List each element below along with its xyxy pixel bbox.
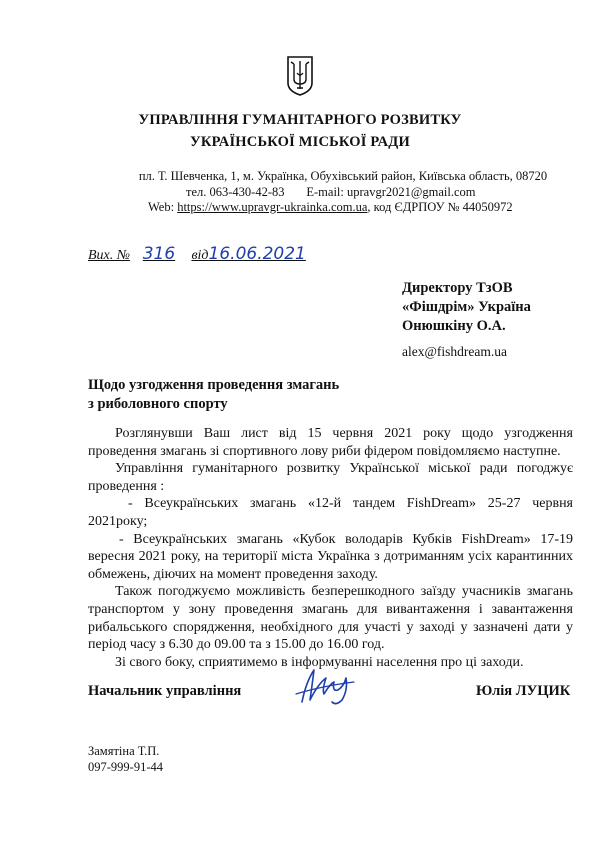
paragraph-2: Управління гуманітарного розвитку Української міської ради погоджує проведення : (88, 461, 573, 494)
email-link[interactable]: upravgr2021@gmail.com (347, 185, 476, 199)
paragraph-3: Також погоджуємо можливість безперешкодного заїзду учасників змагань транспортом у зону проведення змагань для вивантаження і завантаження рибальського спорядження, необхідного для участі у заході у зазначені дати у період часу з 6.30 до 09.00 та з 15.00 до 16.00 год. (88, 584, 573, 653)
letter-body (88, 425, 573, 671)
subject-line-1: Щодо узгодження проведення змагань (88, 377, 340, 393)
outgoing-label: Вих. № (88, 248, 130, 263)
list-item-2: - Всеукраїнських змагань «Кубок володарів Кубків FishDream» 17-19 вересня 2021 року, на території міста Українка з дотриманням усіх карантинних обмежень, діючих на момент проведення заходу. (88, 531, 573, 582)
outgoing-date-value: 16.06.2021 (208, 244, 306, 264)
signatory-name: Юлія ЛУЦИК (476, 683, 571, 699)
phone: тел. 063-430-42-83 (186, 185, 285, 199)
subject-line-2: з риболовного спорту (88, 396, 228, 412)
executor-name: Замятіна Т.П. (88, 744, 160, 758)
executor-phone: 097-999-91-44 (88, 760, 163, 774)
contacts (186, 184, 476, 200)
recipient-name: Онюшкіну О.А. (402, 318, 506, 334)
coat-of-arms-icon (286, 55, 314, 97)
executor-block (88, 743, 163, 775)
address: пл. Т. Шевченка, 1, м. Українка, Обухівський район, Київська область, 08720 (138, 169, 548, 183)
website-link[interactable]: https://www.upravgr-ukrainka.com.ua (177, 200, 368, 214)
paragraph-4: Зі свого боку, сприятимемо в інформуванні населення про ці заходи. (115, 654, 524, 670)
list-item-1: - Всеукраїнських змагань «12-й тандем FishDream» 25-27 червня 2021року; (88, 496, 573, 529)
email-label: E-mail: (306, 185, 344, 199)
web-label: Web: (148, 200, 175, 214)
recipient-block (402, 279, 531, 336)
web-line (148, 199, 513, 215)
organization-name: УПРАВЛІННЯ ГУМАНІТАРНОГО РОЗВИТКУ (138, 112, 462, 128)
signatory-position: Начальник управління (88, 683, 242, 699)
recipient-company: «Фішдрім» Україна (402, 299, 531, 315)
recipient-email[interactable]: alex@fishdream.ua (402, 344, 508, 359)
outgoing-number (88, 244, 305, 264)
subject (88, 376, 339, 414)
date-label: від (191, 248, 209, 263)
recipient-position: Директору ТзОВ (402, 280, 513, 296)
edrpou-code: , код ЄДРПОУ № 44050972 (367, 200, 513, 214)
organization-subname: УКРАЇНСЬКОЇ МІСЬКОЇ РАДИ (190, 134, 410, 150)
signature-icon (292, 664, 362, 713)
outgoing-number-value: 316 (142, 244, 176, 264)
paragraph-1: Розглянувши Ваш лист від 15 червня 2021 року щодо узгодження проведення змагань зі спортивного лову риби фідером повідомляємо наступне. (88, 426, 573, 459)
